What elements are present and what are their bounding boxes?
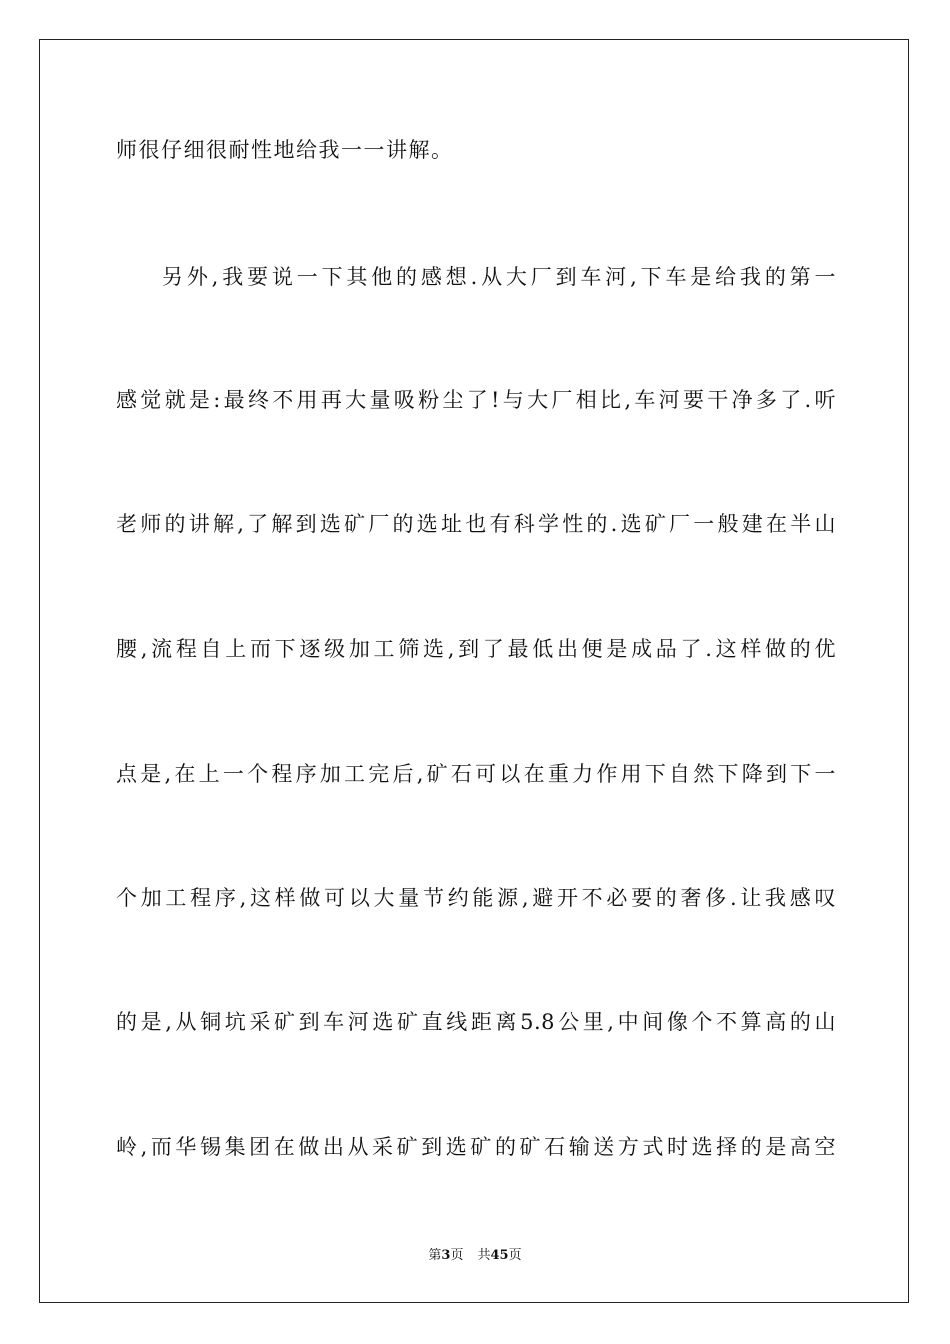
page-prefix: 第 — [428, 1248, 442, 1263]
total-pages: 45 — [490, 1248, 509, 1263]
text-line-7: 个加工程序,这样做可以大量节约能源,避开不必要的奢侈.让我感叹 — [116, 886, 836, 910]
total-suffix: 页 — [508, 1248, 522, 1263]
page-frame — [39, 39, 909, 1303]
text-line-8: 的是,从铜坑采矿到车河选矿直线距离5.8公里,中间像个不算高的山 — [116, 1010, 836, 1034]
total-prefix: 共 — [477, 1248, 491, 1263]
page-footer — [0, 1244, 950, 1263]
text-line-5: 腰,流程自上而下逐级加工筛选,到了最低出便是成品了.这样做的优 — [116, 637, 836, 661]
page-number: 3 — [441, 1248, 451, 1263]
text-line-9: 岭,而华锡集团在做出从采矿到选矿的矿石输送方式时选择的是高空 — [116, 1135, 836, 1159]
text-line-2: 另外,我要说一下其他的感想.从大厂到车河,下车是给我的第一 — [162, 265, 836, 289]
text-line-4: 老师的讲解,了解到选矿厂的选址也有科学性的.选矿厂一般建在半山 — [116, 512, 836, 536]
text-line-1: 师很仔细很耐性地给我一一讲解。 — [116, 138, 454, 162]
text-line-6: 点是,在上一个程序加工完后,矿石可以在重力作用下自然下降到下一 — [116, 762, 836, 786]
text-line-3: 感觉就是:最终不用再大量吸粉尘了!与大厂相比,车河要干净多了.听 — [116, 388, 836, 412]
page-suffix: 页 — [450, 1248, 464, 1263]
